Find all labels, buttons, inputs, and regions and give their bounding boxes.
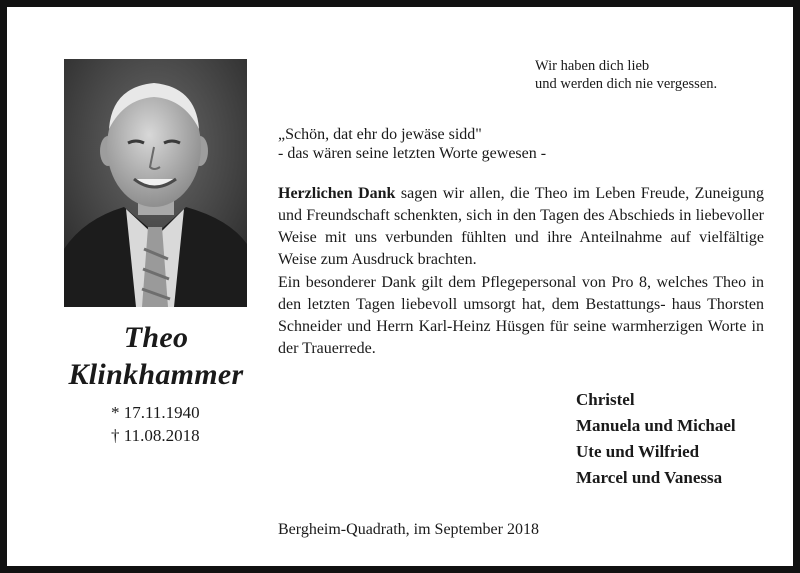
death-date: † 11.08.2018 xyxy=(111,426,200,445)
family-member: Marcel und Vanessa xyxy=(576,468,723,487)
place-date-line: Bergheim-Quadrath, im September 2018 xyxy=(278,521,539,538)
birth-date: * 17.11.1940 xyxy=(111,403,200,422)
portrait-photo xyxy=(64,59,247,307)
family-member: Manuela und Michael xyxy=(576,416,736,435)
motto-line: Wir haben dich lieb xyxy=(535,58,650,74)
motto-line: und werden dich nie vergessen. xyxy=(535,76,718,92)
deceased-last-name: Klinkhammer xyxy=(68,358,244,391)
motto xyxy=(535,57,717,93)
special-thanks-paragraph: Ein besonderer Dank gilt dem Pflegepersonal von Pro 8, welches Theo in den letzten Tagen liebevoll umsorgt hat, dem Bestattungs- haus Thorsten Schneider und Herrn Karl-Heinz Hüsgen für seine warmherzigen Worte in der Trauerrede. xyxy=(278,274,764,357)
quote-line: - das wären seine letzten Worte gewesen - xyxy=(278,145,547,162)
family-member: Christel xyxy=(576,390,635,409)
deceased-first-name: Theo xyxy=(123,321,189,354)
family-member: Ute und Wilfried xyxy=(576,442,700,461)
quote xyxy=(278,125,546,163)
quote-line: „Schön, dat ehr do jewäse sidd" xyxy=(278,126,482,143)
thanks-paragraph xyxy=(278,183,764,271)
thanks-lead: Herzlichen Dank xyxy=(278,185,396,202)
thanks-text: sagen wir allen, die Theo im Leben Freude, Zuneigung und Freundschaft schenkten, sich in den Tagen des Abschieds in liebevoller Weise mit uns verbunden fühlten und ihre Anteilnahme auf vielfältige Weise zum Ausdruck brachten. xyxy=(278,185,764,268)
family-signatures xyxy=(576,387,736,491)
